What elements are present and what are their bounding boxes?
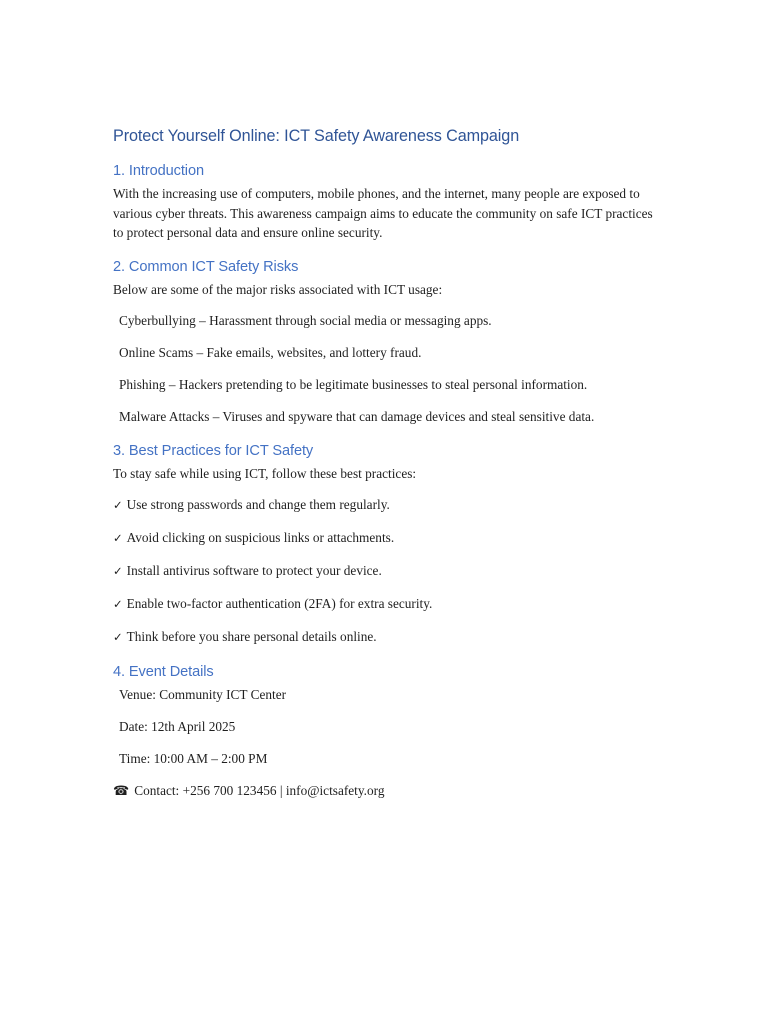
check-icon: ✓ bbox=[113, 597, 123, 611]
practice-item bbox=[113, 594, 658, 615]
practice-item-text: Use strong passwords and change them regularly. bbox=[126, 497, 390, 512]
practice-item-text: Think before you share personal details online. bbox=[126, 629, 377, 644]
practice-item bbox=[113, 627, 658, 648]
section-heading-event-details: 4. Event Details bbox=[113, 663, 214, 680]
check-icon: ✓ bbox=[113, 531, 123, 545]
document-title: Protect Yourself Online: ICT Safety Awareness Campaign bbox=[113, 127, 520, 145]
risks-lead-text: Below are some of the major risks associated with ICT usage: bbox=[113, 281, 443, 297]
phone-icon: ☎ bbox=[113, 783, 130, 799]
introduction-text: With the increasing use of computers, mobile phones, and the internet, many people are exposed to various cyber threats. This awareness campaign aims to educate the community on safe ICT practices to protect personal data and ensure online security. bbox=[113, 186, 653, 240]
practice-item bbox=[113, 495, 658, 516]
event-contact-text: Contact: +256 700 123456 | info@ictsafety.org bbox=[134, 782, 385, 798]
check-icon: ✓ bbox=[113, 498, 123, 512]
practice-item bbox=[113, 528, 658, 549]
risk-item-phishing: Phishing – Hackers pretending to be legitimate businesses to steal personal information. bbox=[119, 377, 588, 392]
section-heading-best-practices: 3. Best Practices for ICT Safety bbox=[113, 442, 314, 459]
practice-item-text: Enable two-factor authentication (2FA) for extra security. bbox=[126, 596, 433, 611]
risk-item-online-scams: Online Scams – Fake emails, websites, and lottery fraud. bbox=[119, 345, 422, 360]
event-contact bbox=[113, 781, 658, 802]
practice-item-text: Avoid clicking on suspicious links or attachments. bbox=[126, 530, 395, 545]
practice-item-text: Install antivirus software to protect your device. bbox=[126, 563, 382, 578]
event-venue: Venue: Community ICT Center bbox=[119, 686, 287, 702]
event-time: Time: 10:00 AM – 2:00 PM bbox=[119, 750, 268, 766]
check-icon: ✓ bbox=[113, 564, 123, 578]
practice-item bbox=[113, 561, 658, 582]
risk-item-cyberbullying: Cyberbullying – Harassment through social media or messaging apps. bbox=[119, 313, 492, 328]
check-icon: ✓ bbox=[113, 630, 123, 644]
practices-lead-text: To stay safe while using ICT, follow these best practices: bbox=[113, 465, 417, 481]
event-date: Date: 12th April 2025 bbox=[119, 718, 236, 734]
section-heading-introduction: 1. Introduction bbox=[113, 163, 204, 179]
risk-item-malware: Malware Attacks – Viruses and spyware that can damage devices and steal sensitive data. bbox=[119, 409, 595, 424]
section-heading-risks: 2. Common ICT Safety Risks bbox=[113, 258, 299, 275]
